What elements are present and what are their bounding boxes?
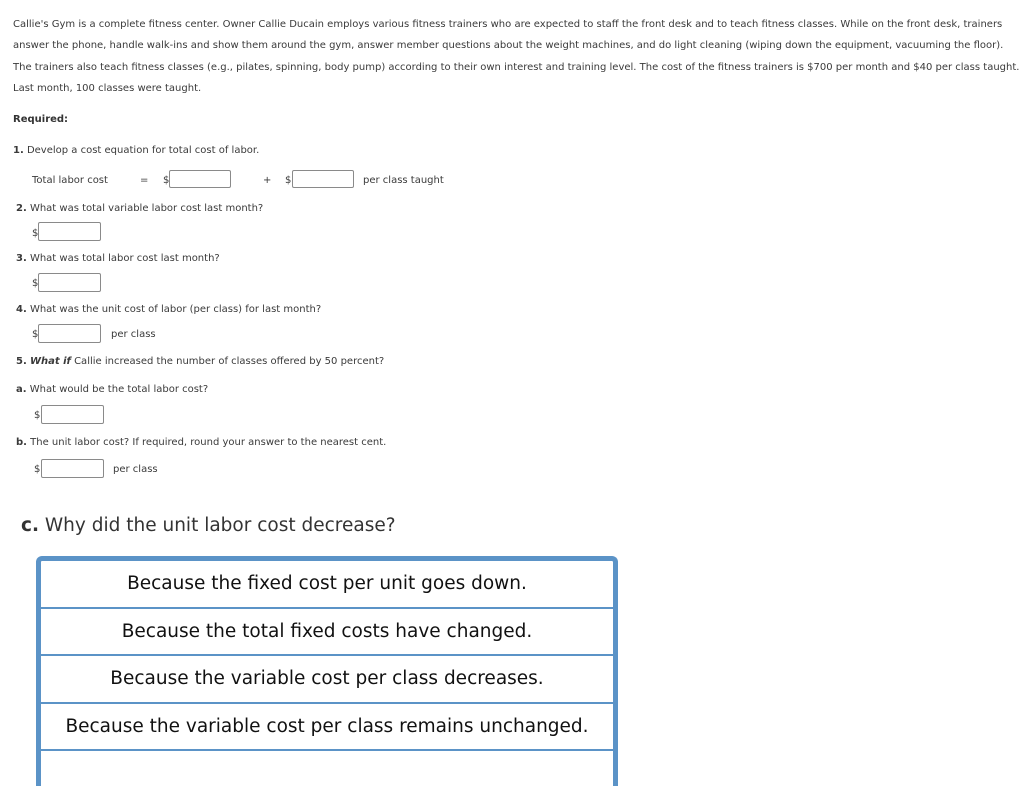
choice-option-1[interactable]: Because the fixed cost per unit goes down. xyxy=(41,561,613,609)
q3-number: 3. xyxy=(16,253,27,264)
q5c-text: Why did the unit labor cost decrease? xyxy=(44,515,396,536)
q5a-answer-input[interactable] xyxy=(41,405,104,424)
q1-row-label: Total labor cost xyxy=(32,175,108,186)
q2-number: 2. xyxy=(16,203,27,214)
q3-dollar-sign: $ xyxy=(32,278,39,289)
q5b-text: The unit labor cost? If required, round your answer to the nearest cent. xyxy=(30,437,387,448)
q4-prompt xyxy=(16,304,321,315)
q4-text: What was the unit cost of labor (per class) for last month? xyxy=(29,304,322,315)
choice-option-3[interactable]: Because the variable cost per class decreases. xyxy=(41,656,613,704)
q5a-letter: a. xyxy=(16,384,27,395)
q5b-suffix: per class xyxy=(113,464,158,475)
q2-dollar-sign: $ xyxy=(32,228,39,239)
q2-prompt xyxy=(16,203,263,214)
q1-variable-cost-input[interactable] xyxy=(292,170,354,188)
problem-intro: Callie's Gym is a complete fitness center. Owner Callie Ducain employs various fitness trainers who are expected to staff the front desk and to teach fitness classes. While on the front desk, trainers answer the phone, handle walk-ins and show them around the gym, answer member questions about the weight machines, and do light cleaning (wiping down the equipment, vacuuming the floor). The trainers also teach fitness classes (e.g., pilates, spinning, body pump) according to their own interest and training level. The cost of the fitness trainers is $700 per month and $40 per class taught. Last month, 100 classes were taught. xyxy=(13,19,1020,94)
q1-suffix: per class taught xyxy=(363,175,444,186)
q5b-dollar-sign: $ xyxy=(34,464,41,475)
q5c-letter: c. xyxy=(21,515,39,536)
q5-number: 5. xyxy=(16,356,27,367)
q1-text: Develop a cost equation for total cost of labor. xyxy=(26,145,260,156)
q1-dollar-sign: $ xyxy=(163,175,170,186)
q1-fixed-cost-input[interactable] xyxy=(169,170,231,188)
q1-equals: = xyxy=(140,175,149,186)
required-label: Required: xyxy=(13,114,69,125)
q2-text: What was total variable labor cost last month? xyxy=(29,203,264,214)
q5b-prompt xyxy=(16,437,386,448)
q1-prompt xyxy=(13,145,259,156)
q5b-answer-input[interactable] xyxy=(41,459,104,478)
q5-prompt xyxy=(16,356,384,367)
choice-option-2[interactable]: Because the total fixed costs have changed. xyxy=(41,609,613,657)
q5c-prompt xyxy=(21,515,396,536)
q4-suffix: per class xyxy=(111,329,156,340)
q1-number: 1. xyxy=(13,145,24,156)
choice-option-4[interactable]: Because the variable cost per class remains unchanged. xyxy=(41,704,613,752)
q3-prompt xyxy=(16,253,220,264)
q5a-dollar-sign: $ xyxy=(34,410,41,421)
answer-choices xyxy=(36,556,618,786)
q3-text: What was total labor cost last month? xyxy=(29,253,220,264)
q4-answer-input[interactable] xyxy=(38,324,101,343)
q5b-letter: b. xyxy=(16,437,27,448)
q4-number: 4. xyxy=(16,304,27,315)
q4-dollar-sign: $ xyxy=(32,329,39,340)
q5a-prompt xyxy=(16,384,208,395)
q1-dollar-sign-2: $ xyxy=(285,175,292,186)
q2-answer-input[interactable] xyxy=(38,222,101,241)
q5a-text: What would be the total labor cost? xyxy=(29,384,209,395)
q5-text: Callie increased the number of classes offered by 50 percent? xyxy=(74,356,385,367)
q1-plus: + xyxy=(263,175,272,186)
q5-what-if: What if xyxy=(29,356,71,367)
q3-answer-input[interactable] xyxy=(38,273,101,292)
